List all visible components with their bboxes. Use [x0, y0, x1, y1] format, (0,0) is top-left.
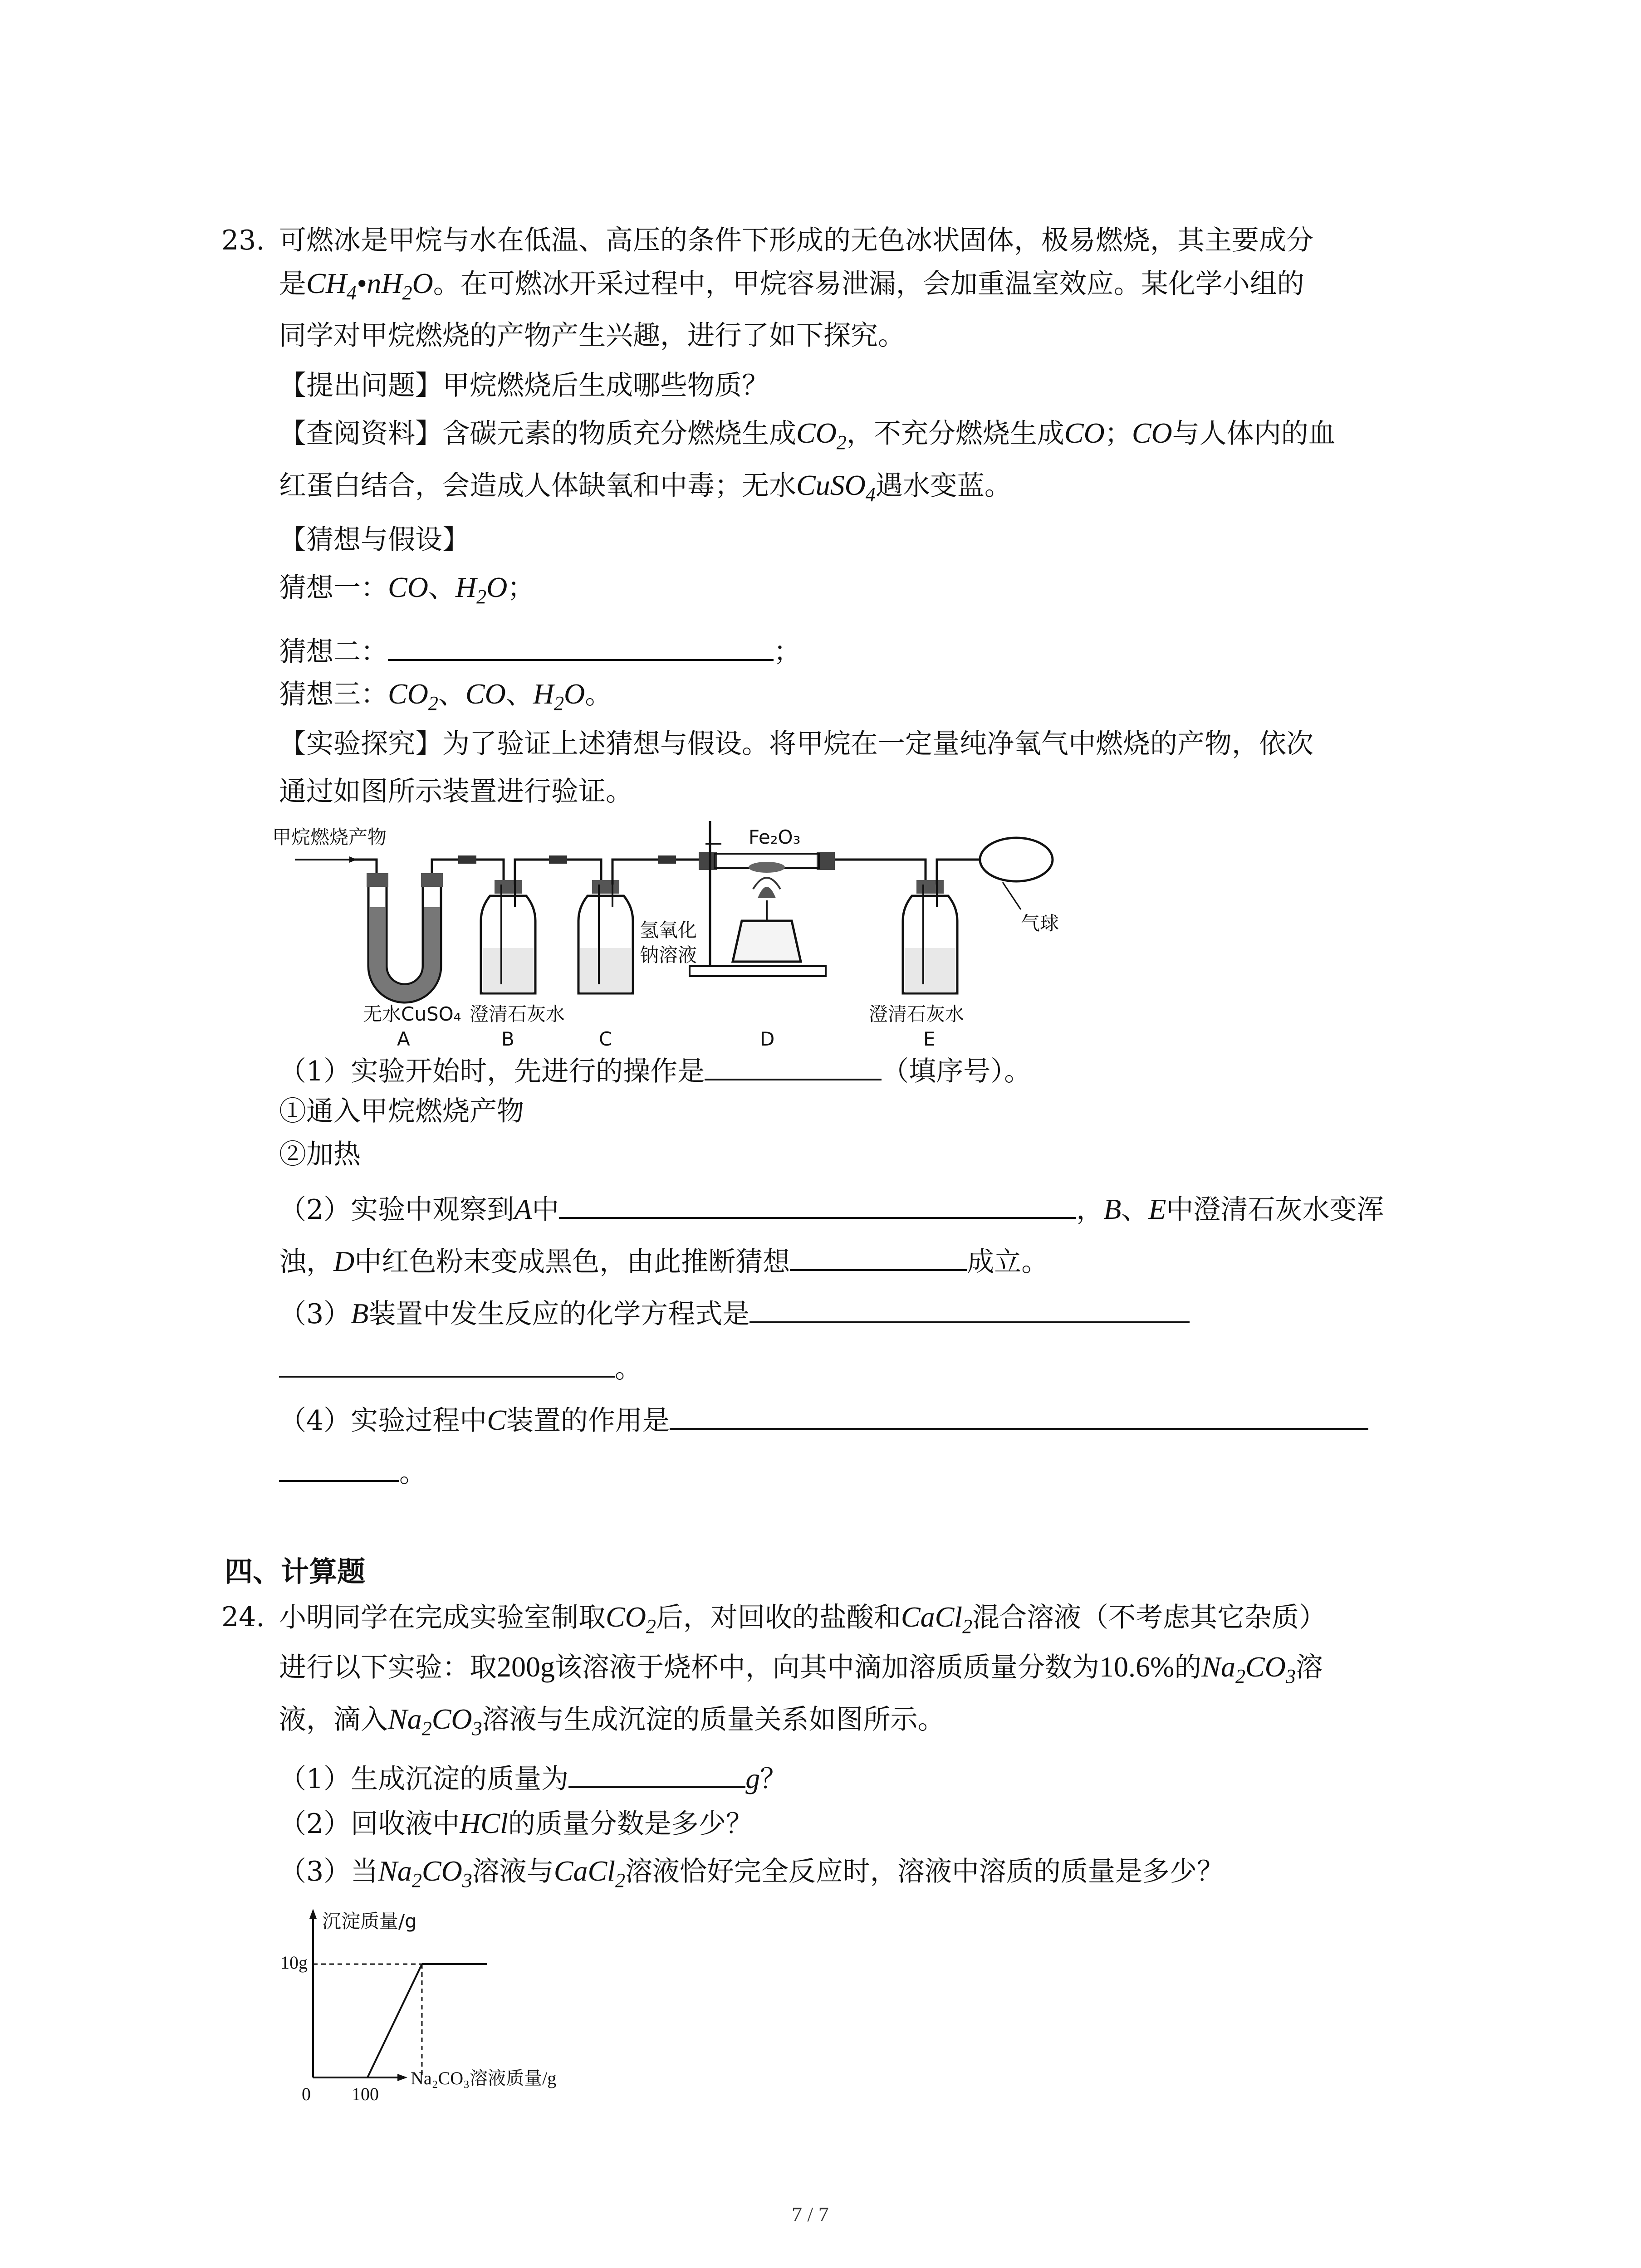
letter-d: D: [760, 1028, 775, 1050]
inlet-label: 甲烷燃烧产物: [272, 826, 387, 848]
graph-plot-area: [313, 1964, 487, 2077]
label-a-substance: 无水CuSO₄: [363, 1003, 461, 1025]
label-e-substance: 澄清石灰水: [869, 1003, 965, 1025]
label-c-substance-1: 氢氧化: [640, 919, 697, 941]
bottle-b: [470, 880, 565, 1050]
q24-number: 24.: [221, 1601, 265, 1633]
q23-intro-line2: 是$CH_4•nH_2O$。在可燃冰开采过程中，甲烷容易泄漏，会加重温室效应。某化学小组的: [279, 267, 1304, 304]
q23-sub3-line1: （3）B装置中发生反应的化学方程式是: [279, 1295, 1190, 1330]
q23-intro-line3: 同学对甲烷燃烧的产物产生兴趣，进行了如下探究。: [279, 320, 905, 352]
q23-sub3-line2: 。: [279, 1349, 642, 1384]
q24-line1: 小明同学在完成实验室制取$CO_2$后，对回收的盐酸和CaCl$_2$混合溶液（不考虑其它杂质）: [279, 1601, 1327, 1637]
q23-hypo-label: 【猜想与假设】: [279, 524, 470, 556]
q24-sub1-answer-blank[interactable]: [568, 1760, 745, 1788]
q23-intro-line1: 可燃冰是甲烷与水在低温、高压的条件下形成的无色冰状固体，极易燃烧，其主要成分: [279, 225, 1313, 256]
letter-b: B: [501, 1028, 514, 1050]
hypo2-answer-blank[interactable]: [388, 633, 774, 661]
label-b-substance: 澄清石灰水: [470, 1003, 565, 1025]
q23-exp-line1: 【实验探究】为了验证上述猜想与假设。将甲烷在一定量纯净氧气中燃烧的产物，依次: [279, 728, 1313, 760]
q23-opt1: ①通入甲烷燃烧产物: [279, 1095, 524, 1127]
apparatus-diagram: [268, 816, 1075, 1052]
q23-hypo3: 猜想三：$CO_2$、CO、$H_2O$。: [279, 678, 612, 714]
q24-sub1: （1）生成沉淀的质量为 g？: [279, 1760, 787, 1795]
q23-sub1: （1）实验开始时，先进行的操作是 （填序号）。: [279, 1052, 1031, 1087]
q23-sub2-line1: （2）实验中观察到A中 ，B、E中澄清石灰水变浑: [279, 1191, 1384, 1226]
letter-a: A: [397, 1028, 410, 1050]
graph-y-tick: 10g: [280, 1952, 308, 1973]
graph-y-label: 沉淀质量/g: [322, 1910, 417, 1932]
letter-e: E: [923, 1028, 936, 1050]
q23-sub2-line2: 浊，D中红色粉末变成黑色，由此推断猜想 成立。: [279, 1243, 1048, 1278]
q23-hypo1: 猜想一：CO、$H_2O$；: [279, 571, 535, 608]
q23-opt2: ②加热: [279, 1139, 361, 1170]
letter-c: C: [599, 1028, 612, 1050]
q23-sub4-line1: （4）实验过程中C装置的作用是: [279, 1402, 1368, 1437]
q24-sub2: （2）回收液中HCl的质量分数是多少？: [279, 1807, 753, 1840]
q23-ref-line2: 红蛋白结合，会造成人体缺氧和中毒；无水CuSO$_4$遇水变蓝。: [279, 469, 1012, 506]
q23-hypo2: 猜想二： ；: [279, 633, 801, 668]
q23-ref-line1: 【查阅资料】含碳元素的物质充分燃烧生成$CO_2$，不充分燃烧生成CO；CO与人体内的血: [279, 417, 1336, 454]
balloon-label: 气球: [1021, 912, 1059, 934]
q24-sub3: （3）当$Na_2CO_3$溶液与CaCl$_2$溶液恰好完全反应时，溶液中溶质的质量是多少？: [279, 1855, 1224, 1892]
balloon: [980, 838, 1053, 881]
q23-exp-line2: 通过如图所示装置进行验证。: [279, 776, 633, 807]
label-c-substance-2: 钠溶液: [640, 944, 697, 966]
section-title: 四、计算题: [225, 1555, 366, 1588]
heating-apparatus-d: [690, 821, 835, 1050]
q23-number: 23.: [221, 225, 265, 256]
q23-question-label: 【提出问题】甲烷燃烧后生成哪些物质？: [279, 370, 769, 401]
graph-x-tick: 100: [352, 2084, 379, 2104]
precipitate-graph: [272, 1901, 617, 2118]
sub2-hypothesis-blank[interactable]: [790, 1243, 967, 1271]
q23-sub4-line2: 。: [279, 1454, 426, 1489]
graph-origin: 0: [302, 2084, 311, 2104]
sub3-equation-blank[interactable]: [749, 1295, 1190, 1323]
q24-line2: 进行以下实验：取200g该溶液于烧杯中，向其中滴加溶质质量分数为10.6%的$Na_2CO_3$溶: [279, 1651, 1323, 1687]
sub1-answer-blank[interactable]: [705, 1052, 882, 1080]
sub3-equation-blank-cont[interactable]: [279, 1349, 615, 1378]
sub4-purpose-blank[interactable]: [670, 1402, 1368, 1430]
curve-segment: [367, 1964, 422, 2077]
q24-line3: 液，滴入$Na_2CO_3$溶液与生成沉淀的质量关系如图所示。: [279, 1703, 945, 1740]
graph-x-label: Na₂CO₃溶液质量/g: [411, 2068, 557, 2088]
bottle-e: [869, 880, 964, 1050]
sub4-purpose-blank-cont[interactable]: [279, 1454, 399, 1482]
bottle-c: [578, 880, 697, 1050]
page-number: 7 / 7: [792, 2203, 829, 2226]
fe2o3-label: Fe₂O₃: [749, 826, 801, 848]
sub2-observation-blank[interactable]: [559, 1191, 1076, 1219]
u-tube-a: [363, 873, 461, 1050]
